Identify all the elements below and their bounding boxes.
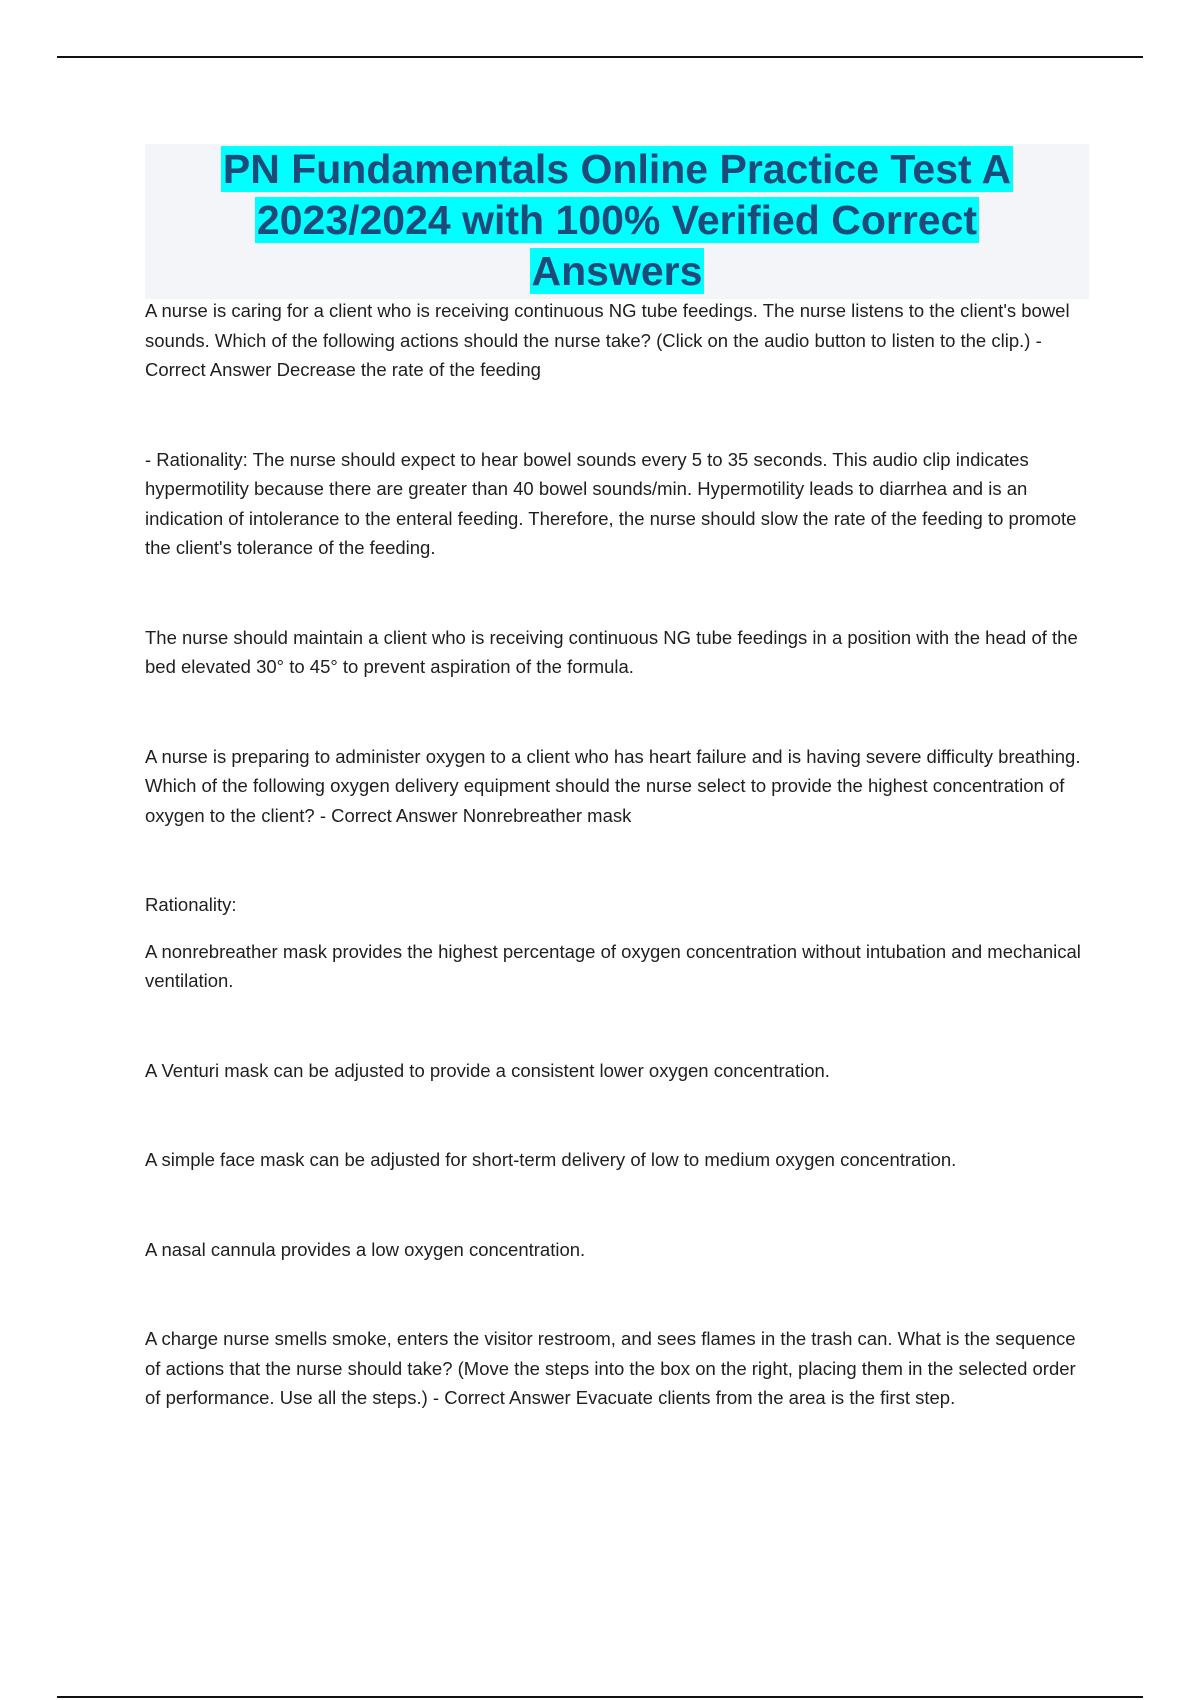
rationale-2-venturi: A Venturi mask can be adjusted to provide a consistent lower oxygen concentration. — [145, 1059, 830, 1081]
rationale-2-nasal-cannula: A nasal cannula provides a low oxygen concentration. — [145, 1238, 586, 1260]
note-1: The nurse should maintain a client who is receiving continuous NG tube feedings in a position with the head of the bed elevated 30° to 45° to prevent aspiration of the formula. — [145, 626, 1078, 677]
document-title — [145, 144, 1089, 297]
title-line-2: 2023/2024 with 100% Verified Correct — [256, 197, 978, 243]
question-1: A nurse is caring for a client who is receiving continuous NG tube feedings. The nurse listens to the client's bowel sounds. Which of the following actions should the nurse take? (Click on the audio button to listen to the clip.) - Correct Answer Decrease the rate of the feeding — [145, 300, 1070, 380]
rationale-2-simple-mask: A simple face mask can be adjusted for short-term delivery of low to medium oxygen concentration. — [145, 1149, 957, 1170]
question-2: A nurse is preparing to administer oxygen to a client who has heart failure and is having severe difficulty breathing. Which of the following oxygen delivery equipment should the nurse select to provide the highest concentration of oxygen to the client? - Correct Answer Nonrebreather mask — [145, 745, 1081, 826]
title-line-3: Answers — [531, 248, 703, 294]
rationale-2-nonrebreather: A nonrebreather mask provides the highest percentage of oxygen concentration without intubation and mechanical ventilation. — [145, 940, 1081, 991]
header-rule — [57, 56, 1143, 58]
title-line-1: PN Fundamentals Online Practice Test A — [222, 146, 1012, 192]
rationale-1: - Rationality: The nurse should expect to hear bowel sounds every 5 to 35 seconds. This audio clip indicates hypermotility because there are greater than 40 bowel sounds/min. Hypermotility leads to diarrhea and is an indication of intolerance to the enteral feeding. Therefore, the nurse should slow the rate of the feeding to promote the client's tolerance of the feeding. — [145, 448, 1077, 558]
footer-rule — [57, 1696, 1143, 1698]
question-3: A charge nurse smells smoke, enters the visitor restroom, and sees flames in the trash can. What is the sequence of actions that the nurse should take? (Move the steps into the box on the right, placing them in the selected order of performance. Use all the steps.) - Correct Answer Evacuate clients from the area is the first step. — [145, 1328, 1076, 1408]
rationale-heading-2: Rationality: — [145, 894, 237, 915]
document-body — [145, 296, 1090, 1413]
